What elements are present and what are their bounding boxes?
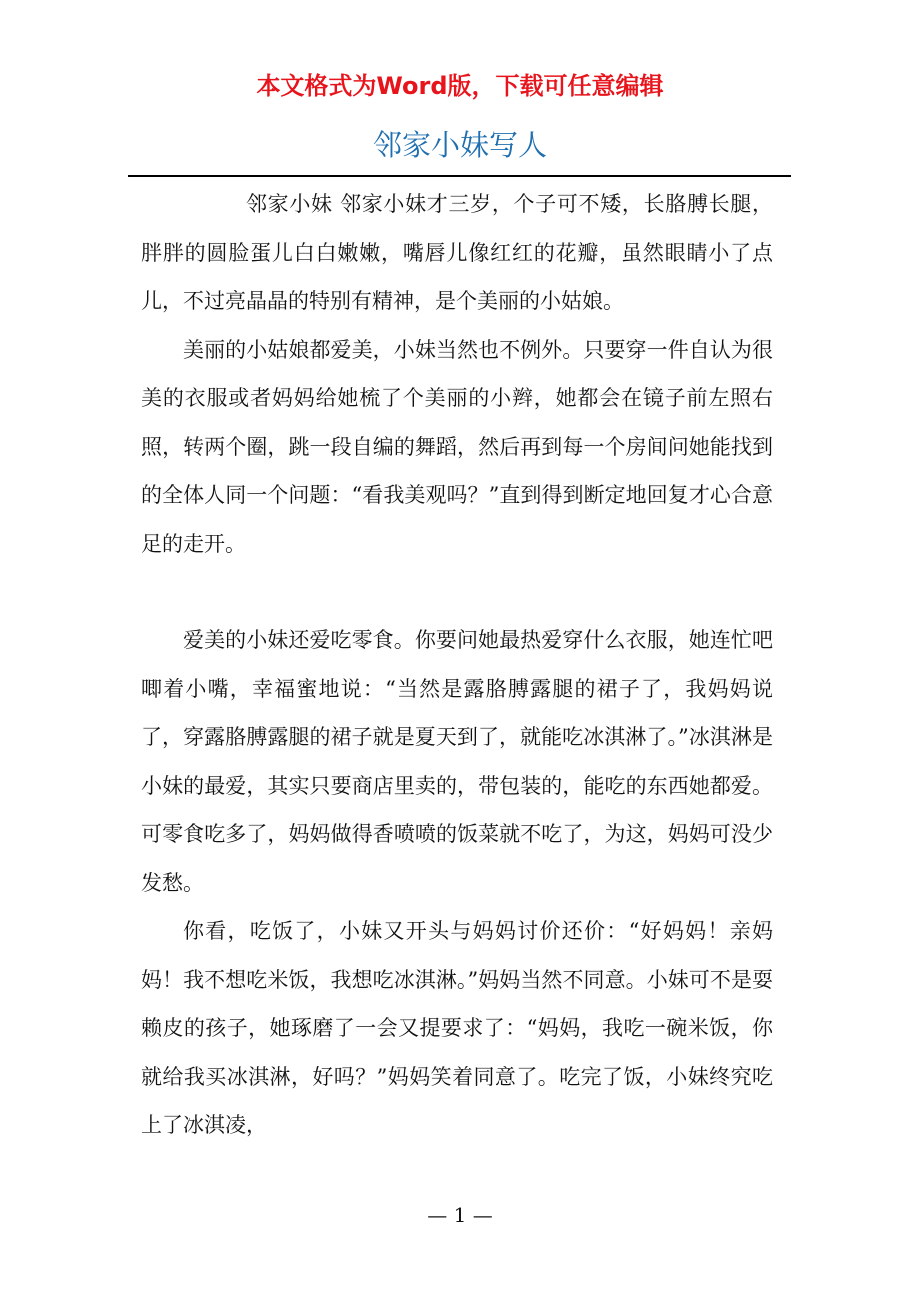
page-number: — 1 — xyxy=(427,1203,493,1227)
paragraph-1: 邻家小妹 邻家小妹才三岁，个子可不矮，长胳膊长腿，胖胖的圆脸蛋儿白白嫩嫩，嘴唇儿像红红的花瓣，虽然眼睛小了点儿，不过亮晶晶的特别有精神，是个美丽的小姑娘。 xyxy=(141,192,773,313)
paragraph-3: 爱美的小妹还爱吃零食。你要问她最热爱穿什么衣服，她连忙吧唧着小嘴，幸福蜜地说：“当然是露胳膊露腿的裙子了，我妈妈说了，穿露胳膊露腿的裙子就是夏天到了，就能吃冰淇淋了。”冰淇淋是小妹的最爱，其实只要商店里卖的，带包装的，能吃的东西她都爱。可零食吃多了，妈妈做得香喷喷的饭菜就不吃了，为这，妈妈可没少发愁。 xyxy=(141,628,773,895)
title-divider xyxy=(128,175,791,177)
paragraph-2: 美丽的小姑娘都爱美，小妹当然也不例外。只要穿一件自认为很美的衣服或者妈妈给她梳了个美丽的小辫，她都会在镜子前左照右照，转两个圈，跳一段自编的舞蹈，然后再到每一个房间问她能找到的全体人同一个问题：“看我美观吗？”直到得到断定地回复才心合意足的走开。 xyxy=(141,337,773,556)
article-body xyxy=(141,180,773,1150)
paragraph-4: 你看，吃饭了，小妹又开头与妈妈讨价还价：“好妈妈！亲妈妈！我不想吃米饭，我想吃冰淇淋。”妈妈当然不同意。小妹可不是耍赖皮的孩子，她琢磨了一会又提要求了：“妈妈，我吃一碗米饭，你就给我买冰淇淋，好吗？”妈妈笑着同意了。吃完了饭，小妹终究吃上了冰淇凌， xyxy=(141,919,773,1137)
format-banner: 本文格式为Word版，下载可任意编辑 xyxy=(256,72,664,100)
page-title: 邻家小妹写人 xyxy=(372,128,547,162)
